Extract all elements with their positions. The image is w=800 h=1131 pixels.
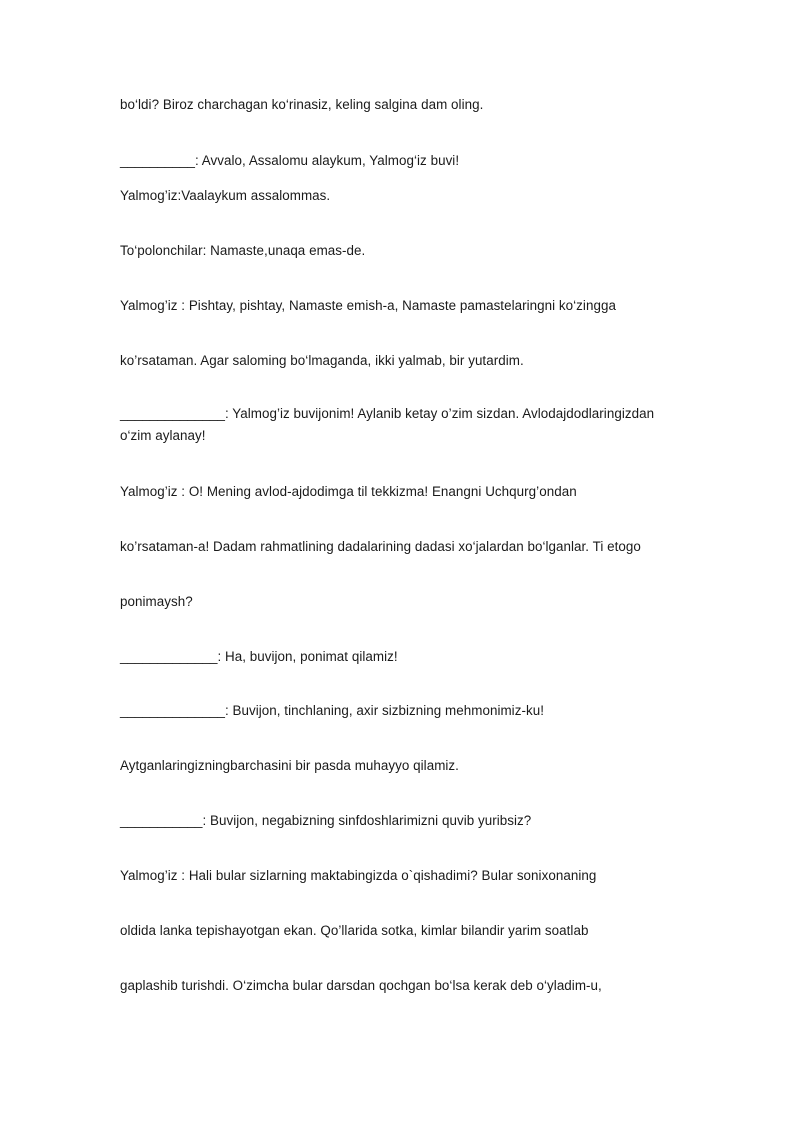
text-line: oldida lanka tepishayotgan ekan. Qo’llarida sotka, kimlar bilandir yarim soatlab	[120, 923, 589, 938]
text-line: _____________: Ha, buvijon, ponimat qilamiz!	[120, 649, 398, 664]
text-line: bo‘ldi? Biroz charchagan ko‘rinasiz, keling salgina dam oling.	[120, 97, 484, 112]
text-line: ko’rsataman. Agar saloming bo‘lmaganda, ikki yalmab, bir yutardim.	[120, 353, 524, 368]
text-line: ___________: Buvijon, negabizning sinfdoshlarimizni quvib yuribsiz?	[120, 813, 532, 828]
text-line: Yalmog’iz : Hali bular sizlarning maktabingizda o`qishadimi? Bular sonixonaning	[120, 868, 597, 883]
text-line: Aytganlaringizningbarchasini bir pasda muhayyo qilamiz.	[120, 758, 459, 773]
text-line: gaplashib turishdi. O‘zimcha bular darsdan qochgan bo‘lsa kerak deb o‘yladim-u,	[120, 978, 602, 993]
text-line: To‘polonchilar: Namaste,unaqa emas-de.	[120, 243, 366, 258]
text-line: Yalmog’iz : Pishtay, pishtay, Namaste emish-a, Namaste pamastelaringni ko‘zingga	[120, 298, 616, 313]
text-line: Yalmog’iz:Vaalaykum assalommas.	[120, 188, 331, 203]
text-line: ko’rsataman-a! Dadam rahmatlining dadalarining dadasi xo‘jalardan bo‘lganlar. Ti etogo	[120, 539, 641, 554]
text-line: __________: Avvalo, Assalomu alaykum, Yalmog‘iz buvi!	[120, 153, 460, 168]
text-line: ponimaysh?	[120, 594, 193, 609]
text-line: Yalmog’iz : O! Mening avlod-ajdodimga til tekkizma! Enangni Uchqurg’ondan	[120, 484, 577, 499]
text-line: ______________: Buvijon, tinchlaning, axir sizbizning mehmonimiz-ku!	[120, 703, 544, 718]
text-line: ______________: Yalmog’iz buvijonim! Aylanib ketay o’zim sizdan. Avlodajdodlaringizdan o‘zim aylanay!	[120, 406, 655, 443]
